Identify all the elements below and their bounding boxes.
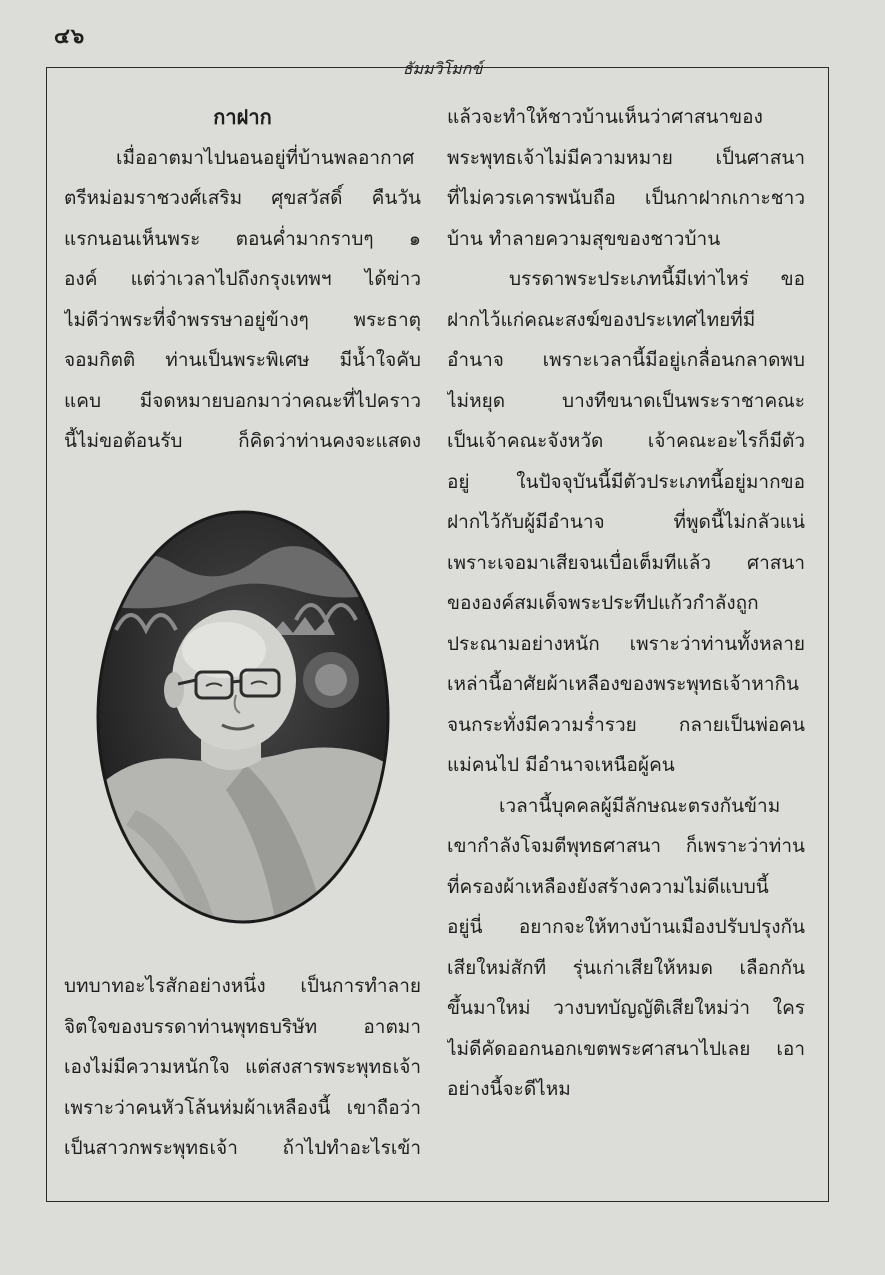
portrait-illustration xyxy=(96,510,390,924)
text-line: เหล่านี้อาศัยผ้าเหลืองของพระพุทธเจ้าหากิน xyxy=(447,673,799,695)
right-column xyxy=(447,97,805,1110)
text-line: อย่างนี้จะดีไหม xyxy=(447,1078,571,1100)
text-line: จอมกิตติ ท่านเป็นพระพิเศษ มีน้ำใจคับ xyxy=(64,349,421,371)
text-line: อำนาจ เพราะเวลานี้มีอยู่เกลื่อนกลาดพบ xyxy=(447,349,805,371)
text-line: ขึ้นมาใหม่ วางบทบัญญัติเสียใหม่ว่า ใคร xyxy=(447,997,805,1019)
text-line: เวลานี้บุคคลผู้มีลักษณะตรงกันข้าม xyxy=(499,794,781,817)
text-line: ที่ไม่ควรเคารพนับถือ เป็นกาฝากเกาะชาว xyxy=(447,187,805,209)
text-line: แม่คนไป มีอำนาจเหนือผู้คน xyxy=(447,754,675,776)
text-line: แรกนอนเห็นพระ ตอนค่ำมากราบๆ ๑ xyxy=(64,227,421,250)
text-line: นี้ไม่ขอต้อนรับ ก็คิดว่าท่านคงจะแสดง xyxy=(64,430,421,452)
text-line: ไม่หยุด บางทีขนาดเป็นพระราชาคณะ xyxy=(447,389,805,412)
text-line: แล้วจะทำให้ชาวบ้านเห็นว่าศาสนาของ xyxy=(447,106,763,128)
text-line: บ้าน ทำลายความสุขของชาวบ้าน xyxy=(447,227,721,250)
text-line: ที่ครองผ้าเหลืองยังสร้างความไม่ดีแบบนี้ xyxy=(447,875,769,898)
text-line: เมื่ออาตมาไปนอนอยู่ที่บ้านพลอากาศ xyxy=(116,146,415,169)
text-line: อยู่ ในปัจจุบันนี้มีตัวประเภทนี้อยู่มากขอ xyxy=(447,470,805,493)
left-column-top xyxy=(64,97,421,462)
text-line: ไม่ดีว่าพระที่จำพรรษาอยู่ข้างๆ พระธาตุ xyxy=(64,308,421,331)
text-line: เพราะเจอมาเสียจนเบื่อเต็มทีแล้ว ศาสนา xyxy=(447,551,805,574)
text-line: ตรีหม่อมราชวงศ์เสริม ศุขสวัสดิ์ คืนวัน xyxy=(64,187,421,209)
text-line: จิตใจของบรรดาท่านพุทธบริษัท อาตมา xyxy=(64,1015,421,1038)
text-line: ฝากไว้แก่คณะสงฆ์ของประเทศไทยที่มี xyxy=(447,308,756,331)
section-heading: กาฝาก xyxy=(213,105,272,129)
running-header-title: ธัมมวิโมกข์ xyxy=(395,59,491,78)
text-line: ไม่ดีคัดออกนอกเขตพระศาสนาไปเลย เอา xyxy=(447,1037,805,1060)
left-column-bottom xyxy=(64,966,421,1169)
text-line: เองไม่มีความหนักใจ แต่สงสารพระพุทธเจ้า xyxy=(64,1056,421,1078)
text-line: เป็นเจ้าคณะจังหวัด เจ้าคณะอะไรก็มีตัว xyxy=(447,430,805,452)
text-line: องค์ แต่ว่าเวลาไปถึงกรุงเทพฯ ได้ข่าว xyxy=(64,268,421,290)
text-line: เพราะว่าคนหัวโล้นห่มผ้าเหลืองนี้ เขาถือว่า xyxy=(64,1096,421,1119)
text-line: เสียใหม่สักที รุ่นเก่าเสียให้หมด เลือกกัน xyxy=(447,956,805,979)
text-line: พระพุทธเจ้าไม่มีความหมาย เป็นศาสนา xyxy=(447,146,805,169)
text-line: ประณามอย่างหนัก เพราะว่าท่านทั้งหลาย xyxy=(447,632,805,655)
text-line: บรรดาพระประเภทนี้มีเท่าไหร่ ขอ xyxy=(509,268,805,290)
text-line: แคบ มีจดหมายบอกมาว่าคณะที่ไปคราว xyxy=(64,389,421,412)
text-line: เป็นสาวกพระพุทธเจ้า ถ้าไปทำอะไรเข้า xyxy=(64,1137,421,1159)
page-number: ๔๖ xyxy=(54,23,86,48)
text-line: ฝากไว้กับผู้มีอำนาจ ที่พูดนี้ไม่กลัวแน่ xyxy=(447,511,805,533)
text-line: จนกระทั่งมีความร่ำรวย กลายเป็นพ่อคน xyxy=(447,713,805,736)
text-line: เขากำลังโจมตีพุทธศาสนา ก็เพราะว่าท่าน xyxy=(447,835,805,857)
text-line: บทบาทอะไรสักอย่างหนึ่ง เป็นการทำลาย xyxy=(64,975,421,997)
monk-portrait-photo xyxy=(96,510,390,924)
text-line: ขององค์สมเด็จพระประทีปแก้วกำลังถูก xyxy=(447,592,759,614)
text-line: อยู่นี่ อยากจะให้ทางบ้านเมืองปรับปรุงกัน xyxy=(447,916,805,938)
